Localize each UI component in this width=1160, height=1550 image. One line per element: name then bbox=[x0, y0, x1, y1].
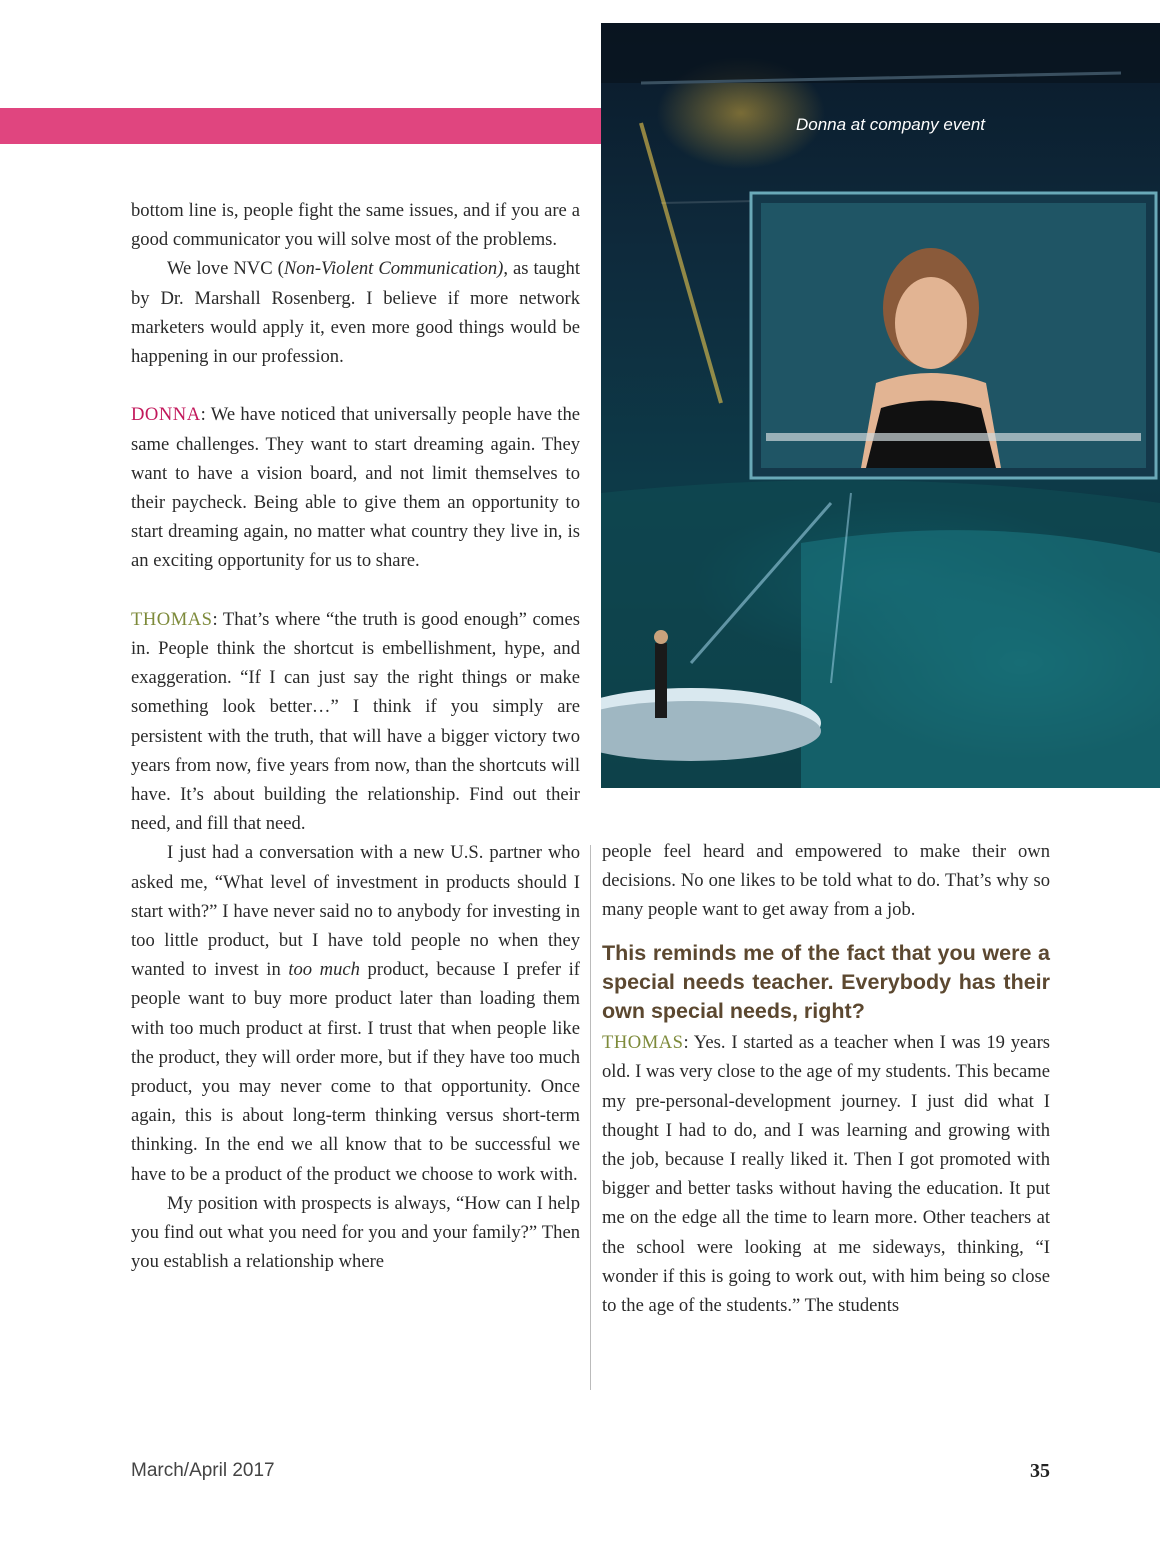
arena-illustration bbox=[601, 23, 1160, 788]
paragraph: people feel heard and empowered to make their own decisions. No one likes to be told what to do. That’s why so many people want to get away from a job. bbox=[602, 841, 1050, 921]
paragraph-investment: I just had a conversation with a new U.S. partner who asked me, “What level of investment in products should I start with?” I have never said no to anybody for investing in too little product, but I have told people no when they wanted to invest in too much product, because I prefer if people want to buy more product later than loading them with too much product at first. I trust that when people like the product, they will order more, but if they have too much product, you may never come to that opportunity. Once again, this is about long-term thinking versus short-term thinking. In the end we all know that to be successful we have to be a product of the product we choose to work with. bbox=[131, 842, 580, 1185]
interview-question: This reminds me of the fact that you were a special needs teacher. Everybody has their own special needs, right? bbox=[602, 940, 1050, 1024]
italic-text: too much bbox=[288, 959, 360, 981]
speaker-label-thomas: THOMAS bbox=[131, 608, 213, 630]
photo-caption: Donna at company event bbox=[795, 115, 985, 134]
paragraph: My position with prospects is always, “How can I help you find out what you need for you and your family?” Then you establish a relationship where bbox=[131, 1192, 580, 1273]
right-column bbox=[602, 837, 1050, 1320]
page-number: 35 bbox=[1030, 1460, 1050, 1482]
paragraph: bottom line is, people fight the same issues, and if you are a good communicator you will solve most of the problems. bbox=[131, 200, 580, 251]
issue-date: March/April 2017 bbox=[131, 1460, 275, 1481]
speaker-label-donna: DONNA bbox=[131, 404, 201, 426]
paragraph-donna: DONNA: We have noticed that universally people have the same challenges. They want to start dreaming again. They want to have a vision board, and not limit themselves to their paycheck. Being able to give them an opportunity to start dreaming again, no matter what country they live in, is an exciting opportunity for us to share. bbox=[131, 404, 580, 572]
left-column bbox=[131, 196, 580, 1276]
paragraph-thomas: THOMAS: That’s where “the truth is good enough” comes in. People think the shortcut is embellishment, hype, and exaggeration. “If I can just say the right things or make something look better…” I think if you simply are persistent with the truth, that will have a bigger victory two years from now, five years from now, than the shortcuts will have. It’s about building the relationship. Find out their need, and fill that need. bbox=[131, 608, 580, 835]
column-divider bbox=[590, 845, 591, 1390]
italic-text: Non-Violent Communication) bbox=[283, 258, 504, 280]
accent-bar bbox=[0, 108, 603, 144]
paragraph-nvc: We love NVC (Non-Violent Communication), as taught by Dr. Marshall Rosenberg. I believe if more network marketers would apply it, even more good things would be happening in our profession. bbox=[131, 258, 580, 368]
speaker-label-thomas: THOMAS bbox=[602, 1032, 684, 1054]
paragraph-thomas: THOMAS: Yes. I started as a teacher when I was 19 years old. I was very close to the age of my students. This became my pre-personal-development journey. I just did what I thought I had to do, and I was learning and growing with the job, because I really liked it. Then I got promoted with bigger and better tasks without having the education. It put me on the edge all the time to learn more. Other teachers at the school were looking at me sideways, thinking, “I wonder if this is going to work out, with him being so close to the age of the students.” The students bbox=[602, 1032, 1050, 1317]
event-photo bbox=[601, 23, 1160, 788]
